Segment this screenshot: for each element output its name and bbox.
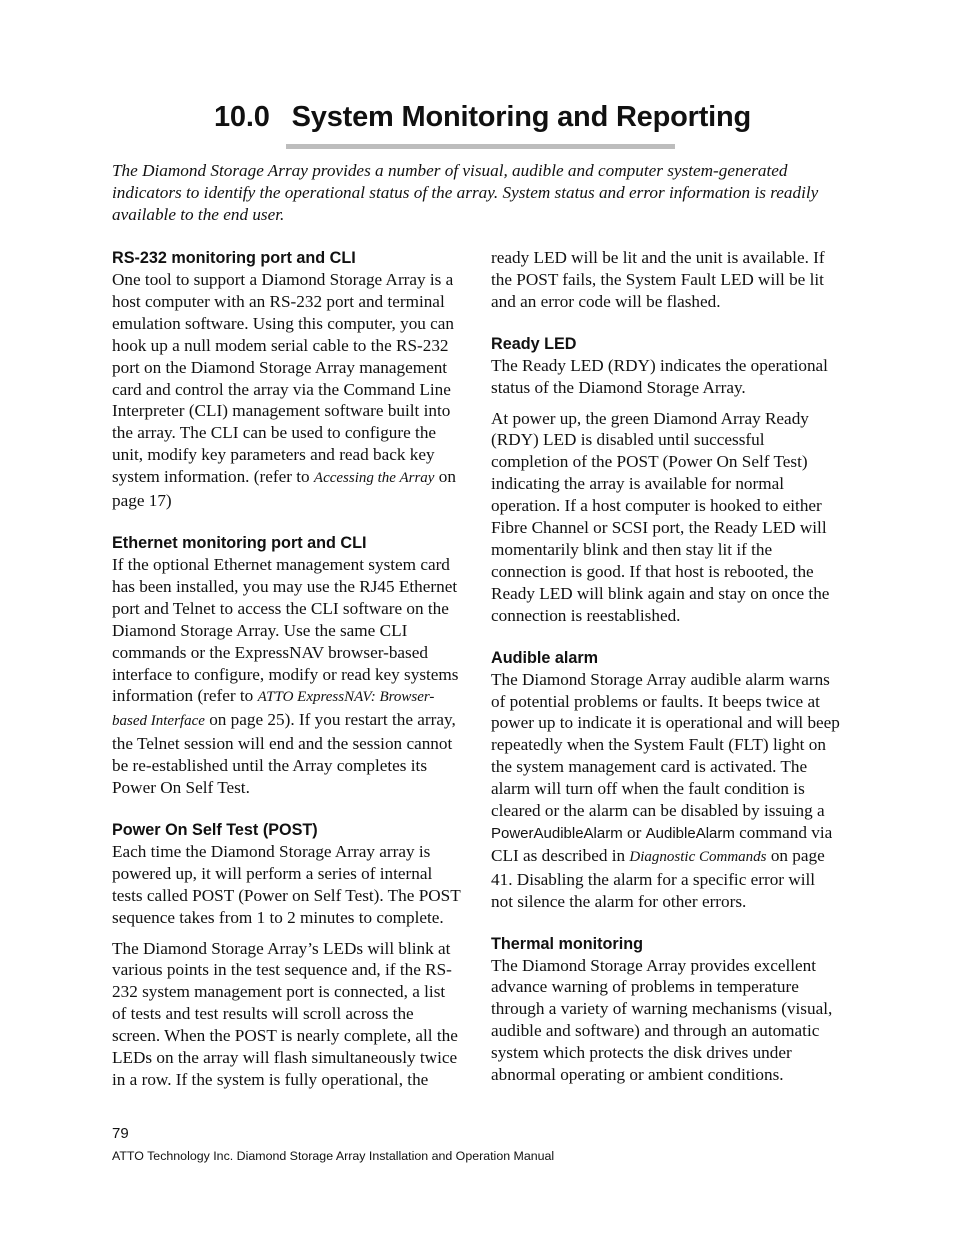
post-paragraph-2: The Diamond Storage Array’s LEDs will blink at various points in the test sequence and, if the RS-232 system management port is connected, a list of tests and test results will scroll across the screen. When the POST is nearly complete, all the LEDs on the array will flash simultaneously twice in a row. If the system is fully operational, the (112, 938, 458, 1089)
section-rs232 (112, 247, 461, 512)
alarm-text: The Diamond Storage Array audible alarm warns of potential problems or faults. It beeps twice at power up to indicate it is operational and will beep repeatedly when the System Fault (FLT) light on the system management card is activated. The alarm will turn off when the fault condition is cleared or the alarm can be disabled by issuing a (491, 669, 840, 821)
audible-alarm-heading: Audible alarm (491, 648, 599, 667)
left-column (112, 247, 461, 1111)
section-ready-led (491, 333, 840, 627)
section-title: System Monitoring and Reporting (291, 101, 752, 133)
ready-led-paragraph-2: At power up, the green Diamond Array Ready (RDY) LED is disabled until successful completion of the POST (Power On Self Test) indicating the array is available for normal operation. If a host computer is hooked to either Fibre Channel or SCSI port, the Ready LED will momentarily blink and then stay lit if the connection is good. If that host is rebooted, the Ready LED will blink again and stay on once the connection is reestablished. (491, 408, 830, 625)
post-paragraph-2-continued: ready LED will be lit and the unit is available. If the POST fails, the System Fault LED will be lit and an error code will be flashed. (491, 248, 825, 311)
power-audible-alarm-command: PowerAudibleAlarm (491, 824, 623, 842)
rs232-heading: RS-232 monitoring port and CLI (112, 249, 356, 267)
diagnostic-commands-link[interactable]: Diagnostic Commands (629, 848, 767, 865)
section-thermal (491, 933, 840, 1086)
audible-alarm-paragraph (491, 669, 840, 913)
page-title (214, 101, 751, 134)
alarm-text-mid: command via CLI as described in (491, 822, 833, 865)
section-post-continued (491, 247, 840, 313)
right-column (491, 247, 840, 1106)
section-audible-alarm (491, 647, 840, 913)
audible-alarm-command: AudibleAlarm (645, 824, 735, 842)
ethernet-text-end: on page 25). If you restart the array, the Telnet session will end and the session cannot be re-established until the Array completes its Power On Self Test. (112, 710, 456, 798)
section-ethernet (112, 532, 461, 799)
ethernet-text: If the optional Ethernet management system card has been installed, you may use the RJ45 Ethernet port and Telnet to access the CLI software on the Diamond Storage Array. Use the same CLI commands or the ExpressNAV browser-based interface to configure, modify or read key systems information (refer to (112, 554, 459, 706)
post-heading: Power On Self Test (POST) (112, 820, 318, 839)
post-paragraph-1: Each time the Diamond Storage Array array is powered up, it will perform a series of internal tests called POST (Power on Self Test). The POST sequence takes from 1 to 2 minutes to complete. (112, 841, 461, 927)
ready-led-paragraph-1: The Ready LED (RDY) indicates the operational status of the Diamond Storage Array. (491, 355, 828, 397)
alarm-or: or (622, 822, 646, 842)
accessing-array-link[interactable]: Accessing the Array (313, 470, 435, 487)
rs232-paragraph (112, 269, 461, 512)
section-post (112, 819, 461, 1091)
expressnav-link[interactable]: ATTO ExpressNAV: Browser-based Interface (112, 689, 435, 730)
intro-paragraph: The Diamond Storage Array provides a number of visual, audible and computer system-generated indicators to identify the operational status of the array. System status and error information is readily available to the end user. (112, 161, 819, 224)
rs232-text: One tool to support a Diamond Storage Array is a host computer with an RS-232 port and terminal emulation software. Using this computer, you can hook up a null modem serial cable to the RS-232 port on the Diamond Storage Array management card and control the array via the Command Line Interpreter (CLI) management software built into the array. The CLI can be used to configure the unit, modify key parameters and read back key system information. (refer to (112, 270, 455, 487)
thermal-heading: Thermal monitoring (491, 934, 643, 953)
thermal-paragraph: The Diamond Storage Array provides excellent advance warning of problems in temperature through a variety of warning mechanisms (visual, audible and software) and through an automatic system which protects the disk drives under abnormal operating or ambient conditions. (491, 955, 833, 1085)
footer-text: ATTO Technology Inc. Diamond Storage Array Installation and Operation Manual (112, 1149, 555, 1163)
ethernet-paragraph (112, 554, 461, 799)
page-number: 79 (112, 1125, 129, 1142)
ready-led-heading: Ready LED (491, 334, 577, 353)
title-underline (286, 144, 675, 149)
rs232-text-end: on page 17) (112, 467, 456, 511)
alarm-text-end: on page 41. Disabling the alarm for a specific error will not silence the alarm for other errors. (491, 845, 825, 911)
ethernet-heading: Ethernet monitoring port and CLI (112, 533, 367, 552)
section-number: 10.0 (214, 101, 270, 133)
